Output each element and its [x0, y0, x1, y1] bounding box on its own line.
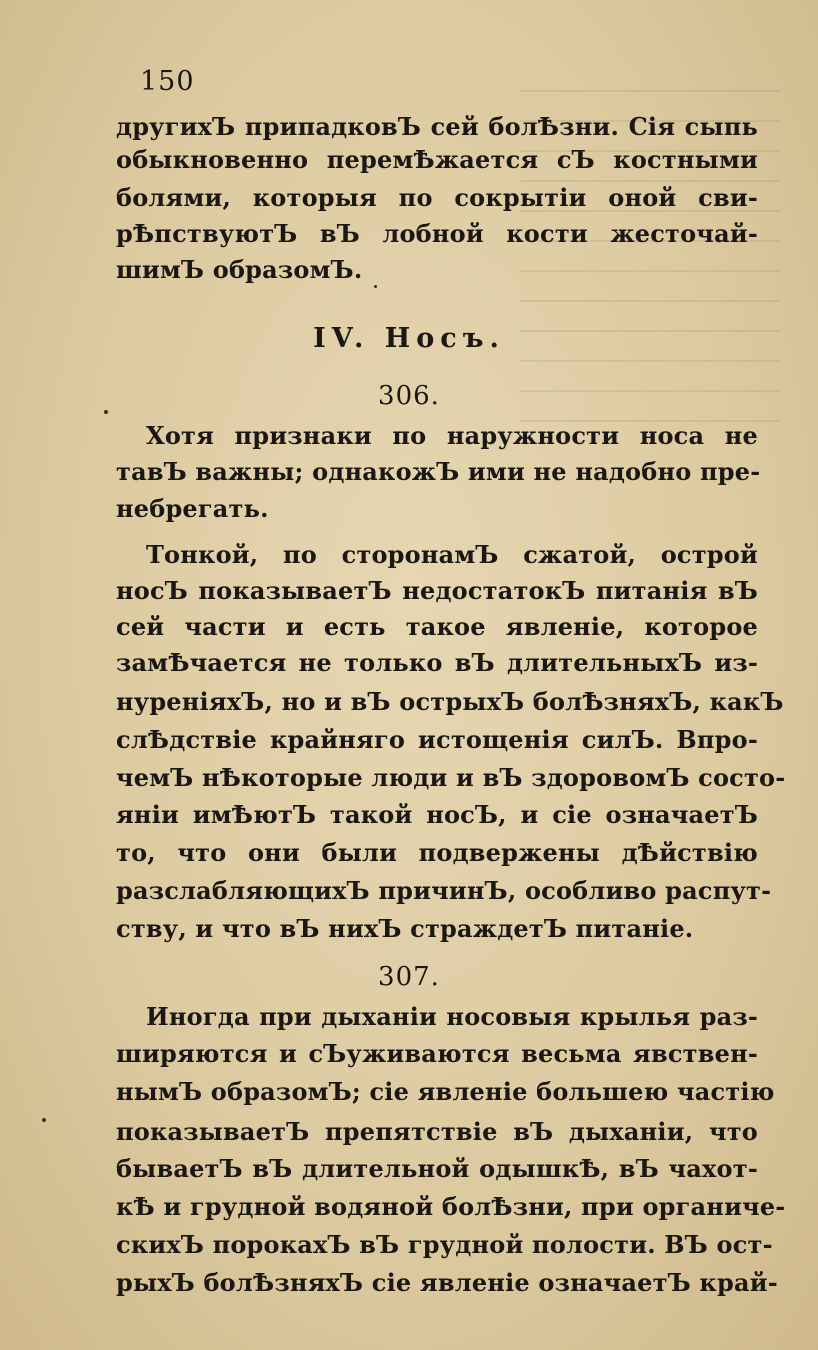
text-line: Тонкой, по сторонамЪ сжатой, острой [146, 540, 758, 569]
text-line: нуреніяхЪ, но и вЪ острыхЪ болѢзняхЪ, какЪ [116, 687, 784, 716]
text-line: Хотя признаки по наружности носа не [146, 421, 758, 450]
ink-speck [42, 1118, 46, 1122]
text-line: болями, которыя по сокрытіи оной сви- [116, 183, 758, 212]
paragraph-number: 307. [378, 962, 440, 992]
text-line: замѢчается не только вЪ длительныхЪ из- [116, 648, 758, 677]
section-heading: IV. Носъ. [313, 323, 505, 354]
text-line: рѢпствуютЪ вЪ лобной кости жесточай- [116, 219, 758, 248]
text-line: слѢдствіе крайняго истощенія силЪ. Впро- [116, 725, 758, 754]
text-line: носЪ показываетЪ недостатокЪ питанія вЪ [116, 576, 758, 605]
text-line: Иногда при дыханіи носовыя крылья раз- [146, 1002, 758, 1031]
text-line: нымЪ образомЪ; сіе явленіе большею частію [116, 1077, 775, 1106]
text-line: небрегать. [116, 494, 269, 523]
text-line: бываетЪ вЪ длительной одышкѢ, вЪ чахот- [116, 1154, 758, 1183]
text-line: разслабляющихЪ причинЪ, особливо распут- [116, 876, 772, 905]
ink-speck [104, 410, 108, 414]
text-line: ству, и что вЪ нихЪ страждетЪ питаніе. [116, 914, 694, 943]
text-line: ширяются и сЪуживаются весьма явствен- [116, 1039, 758, 1068]
text-line: сей части и есть такое явленіе, которое [116, 612, 758, 641]
text-line: тавЪ важны; однакожЪ ими не надобно пре- [116, 457, 761, 486]
text-line: другихЪ припадковЪ сей болѢзни. Сія сыпь [116, 112, 758, 141]
text-line: чемЪ нѢкоторые люди и вЪ здоровомЪ состо- [116, 763, 786, 792]
text-line: обыкновенно перемѢжается сЪ костными [116, 145, 758, 174]
text-line: яніи имѢютЪ такой носЪ, и сіе означаетЪ [116, 800, 758, 829]
text-line: показываетЪ препятствіе вЪ дыханіи, что [116, 1117, 758, 1146]
text-line: кѢ и грудной водяной болѢзни, при органиче- [116, 1192, 786, 1221]
paragraph-number: 306. [378, 381, 440, 411]
ink-speck [374, 285, 377, 288]
text-line: скихЪ порокахЪ вЪ грудной полости. ВЪ ост- [116, 1230, 773, 1259]
text-line: шимЪ образомЪ. [116, 255, 363, 284]
page-number: 150 [140, 66, 195, 97]
text-line: рыхЪ болѢзняхЪ сіе явленіе означаетЪ край- [116, 1268, 778, 1297]
text-line: то, что они были подвержены дѢйствію [116, 838, 758, 867]
